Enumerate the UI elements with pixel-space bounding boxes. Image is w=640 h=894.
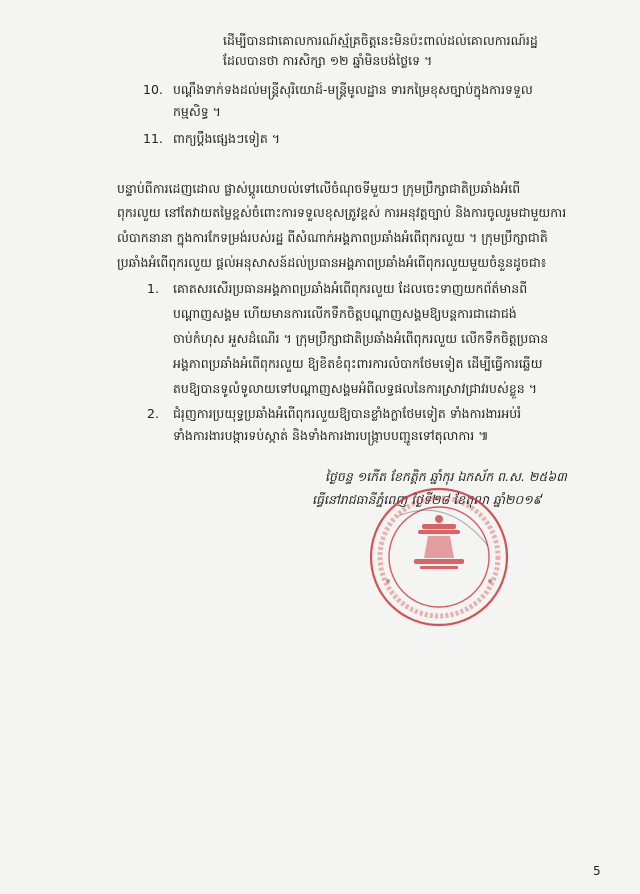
item-10-number: 10. bbox=[143, 82, 163, 97]
paragraph-line-1: បន្ទាប់ពីការដេញដោល ផ្លាស់ប្តូរយោបល់ទៅលើចំណុចទីមួយៗ ក្រុមប្រឹក្សាជាតិប្រឆាំងអំពើ bbox=[117, 181, 521, 196]
item-11-number: 11. bbox=[143, 131, 163, 146]
recommendation-1-line-2: បណ្តាញសង្គម ហើយមានការលើកទឹកចិត្តបណ្តាញសង្គមឱ្យបន្តការជាដោជង់ bbox=[173, 306, 517, 321]
paragraph-line-4: ប្រឆាំងអំពើពុករលួយ ផ្តល់អនុសាសន៍ដល់ប្រធានអង្គភាពប្រឆាំងអំពើពុករលួយមួយចំនួនដូចជា៖ bbox=[117, 255, 547, 270]
recommendation-2-line-1: ជំរុញការប្រយុទ្ធប្រឆាំងអំពើពុករលួយឱ្យបានខ្លាំងក្លាថែមទៀត ទាំងការងារអប់រំ bbox=[173, 406, 522, 421]
recommendation-1-line-5: តបឱ្យបានទូលំទូលាយទៅបណ្តាញសង្គមអំពីលទ្ធផលនៃការស្រាវជ្រាវរបស់ខ្លួន ។ bbox=[173, 381, 537, 396]
item-10-line-2: កម្មសិទ្ធ ។ bbox=[173, 104, 221, 119]
item-10-line-1: បណ្តឹងទាក់ទងដល់មន្ត្រីសុរិយោដ៍-មន្ត្រីមូលដ្ឋាន ទារកម្រៃខុសច្បាប់ក្នុងការទទួល bbox=[173, 82, 533, 97]
recommendation-1-line-3: ចាប់កំហុស អួសដំណើរ ។ ក្រុមប្រឹក្សាជាតិប្រឆាំងអំពើពុករលួយ លើកទឹកចិត្តប្រធាន bbox=[173, 331, 549, 346]
page-number: 5 bbox=[593, 864, 601, 878]
recommendation-1-number: 1. bbox=[147, 281, 159, 296]
recommendation-1-line-1: គោតសរសើរប្រធានអង្គភាពប្រឆាំងអំពើពុករលួយ ដែលចេះទាញយកព័ត៌មានពី bbox=[173, 281, 528, 296]
paragraph-line-2: ពុករលួយ នៅតែវាយតម្លៃខ្ពស់ចំពោះការទទួលខុសត្រូវខ្ពស់ ការអនុវត្តច្បាប់ និងការចូលរួមជាមួយការ bbox=[117, 205, 567, 220]
item-11-line-1: ពាក្យប្តឹងផ្សេងៗទៀត ។ bbox=[173, 131, 281, 146]
intro-line-2: ដែលបានថា ការសិក្សា ១២ ឆ្នាំមិនបង់ថ្លៃទេ ។ bbox=[223, 53, 433, 68]
recommendation-2-line-2: ទាំងការងារបង្ការទប់ស្កាត់ និងទាំងការងារបង្ក្រាបបញ្ជូនទៅតុលាការ ៕ bbox=[173, 428, 489, 443]
seal-emblem bbox=[414, 515, 464, 569]
recommendation-2-number: 2. bbox=[147, 406, 159, 421]
date-place: ធ្វើនៅរាជធានីភ្នំពេញ ថ្ងៃទី២៨ ខែតុលា ឆ្នាំ២០១៩ bbox=[312, 492, 542, 507]
paragraph-line-3: លំបាកនានា ក្នុងការកែទម្រង់របស់រដ្ឋ ពីសំណាក់អង្គភាពប្រឆាំងអំពើពុករលួយ ។ ក្រុមប្រឹក្សាជាតិ bbox=[117, 230, 548, 245]
intro-line-1: ដើម្បីបានជាគោលការណ៍ស្ម័គ្រចិត្តនេះមិនប៉ះពាល់ដល់គោលការណ៍រដ្ឋ bbox=[223, 33, 538, 48]
recommendation-1-line-4: អង្គភាពប្រឆាំងអំពើពុករលួយ ឱ្យខិតខំពុះពារការលំបាកថែមទៀត ដើម្បីធ្វើការឆ្លើយ bbox=[173, 356, 543, 371]
official-seal-icon bbox=[368, 486, 510, 628]
date-lunar: ថ្ងៃចន្ទ ១កើត ខែកត្តិក ឆ្នាំកុរ ឯកស័ក ព.ស. ២៥៦៣ bbox=[325, 469, 567, 484]
